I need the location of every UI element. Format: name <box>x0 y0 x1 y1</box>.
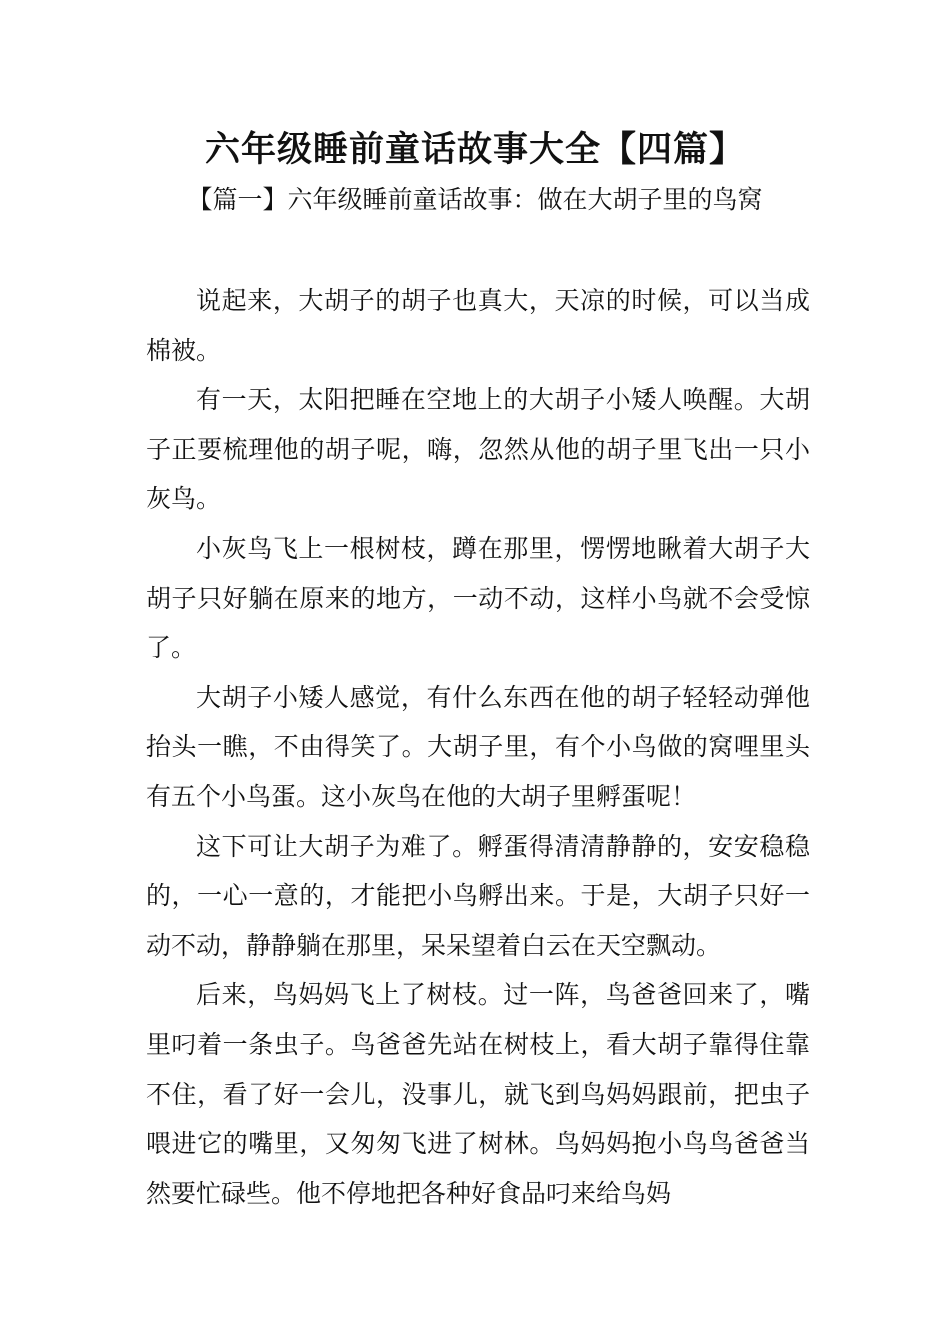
document-title: 六年级睡前童话故事大全【四篇】 <box>204 129 745 170</box>
paragraph-2: 有一天，太阳把睡在空地上的大胡子小矮人唤醒。大胡子正要梳理他的胡子呢，嗨，忽然从他的胡子里飞出一只小灰鸟。 <box>146 385 810 514</box>
section-heading: 【篇一】六年级睡前童话故事：做在大胡子里的鸟窝 <box>187 185 763 214</box>
paragraph-5: 这下可让大胡子为难了。孵蛋得清清静静的，安安稳稳的，一心一意的，才能把小鸟孵出来。于是，大胡子只好一动不动，静静躺在那里，呆呆望着白云在天空飘动。 <box>146 831 810 960</box>
story-body <box>146 276 810 1218</box>
paragraph-4: 大胡子小矮人感觉，有什么东西在他的胡子轻轻动弹他抬头一瞧，不由得笑了。大胡子里，有个小鸟做的窝哩里头有五个小鸟蛋。这小灰鸟在他的大胡子里孵蛋呢！ <box>146 682 810 811</box>
paragraph-1: 说起来，大胡子的胡子也真大，天凉的时候，可以当成棉被。 <box>146 286 810 365</box>
paragraph-6: 后来，鸟妈妈飞上了树枝。过一阵，鸟爸爸回来了，嘴里叼着一条虫子。鸟爸爸先站在树枝上，看大胡子靠得住靠不住，看了好一会儿，没事儿，就飞到鸟妈妈跟前，把虫子喂进它的嘴里，又匆匆飞进了树林。鸟妈妈抱小鸟鸟爸爸当然要忙碌些。他不停地把各种好食品叼来给鸟妈 <box>146 980 810 1208</box>
paragraph-3: 小灰鸟飞上一根树枝，蹲在那里，愣愣地瞅着大胡子大胡子只好躺在原来的地方，一动不动，这样小鸟就不会受惊了。 <box>146 533 810 663</box>
